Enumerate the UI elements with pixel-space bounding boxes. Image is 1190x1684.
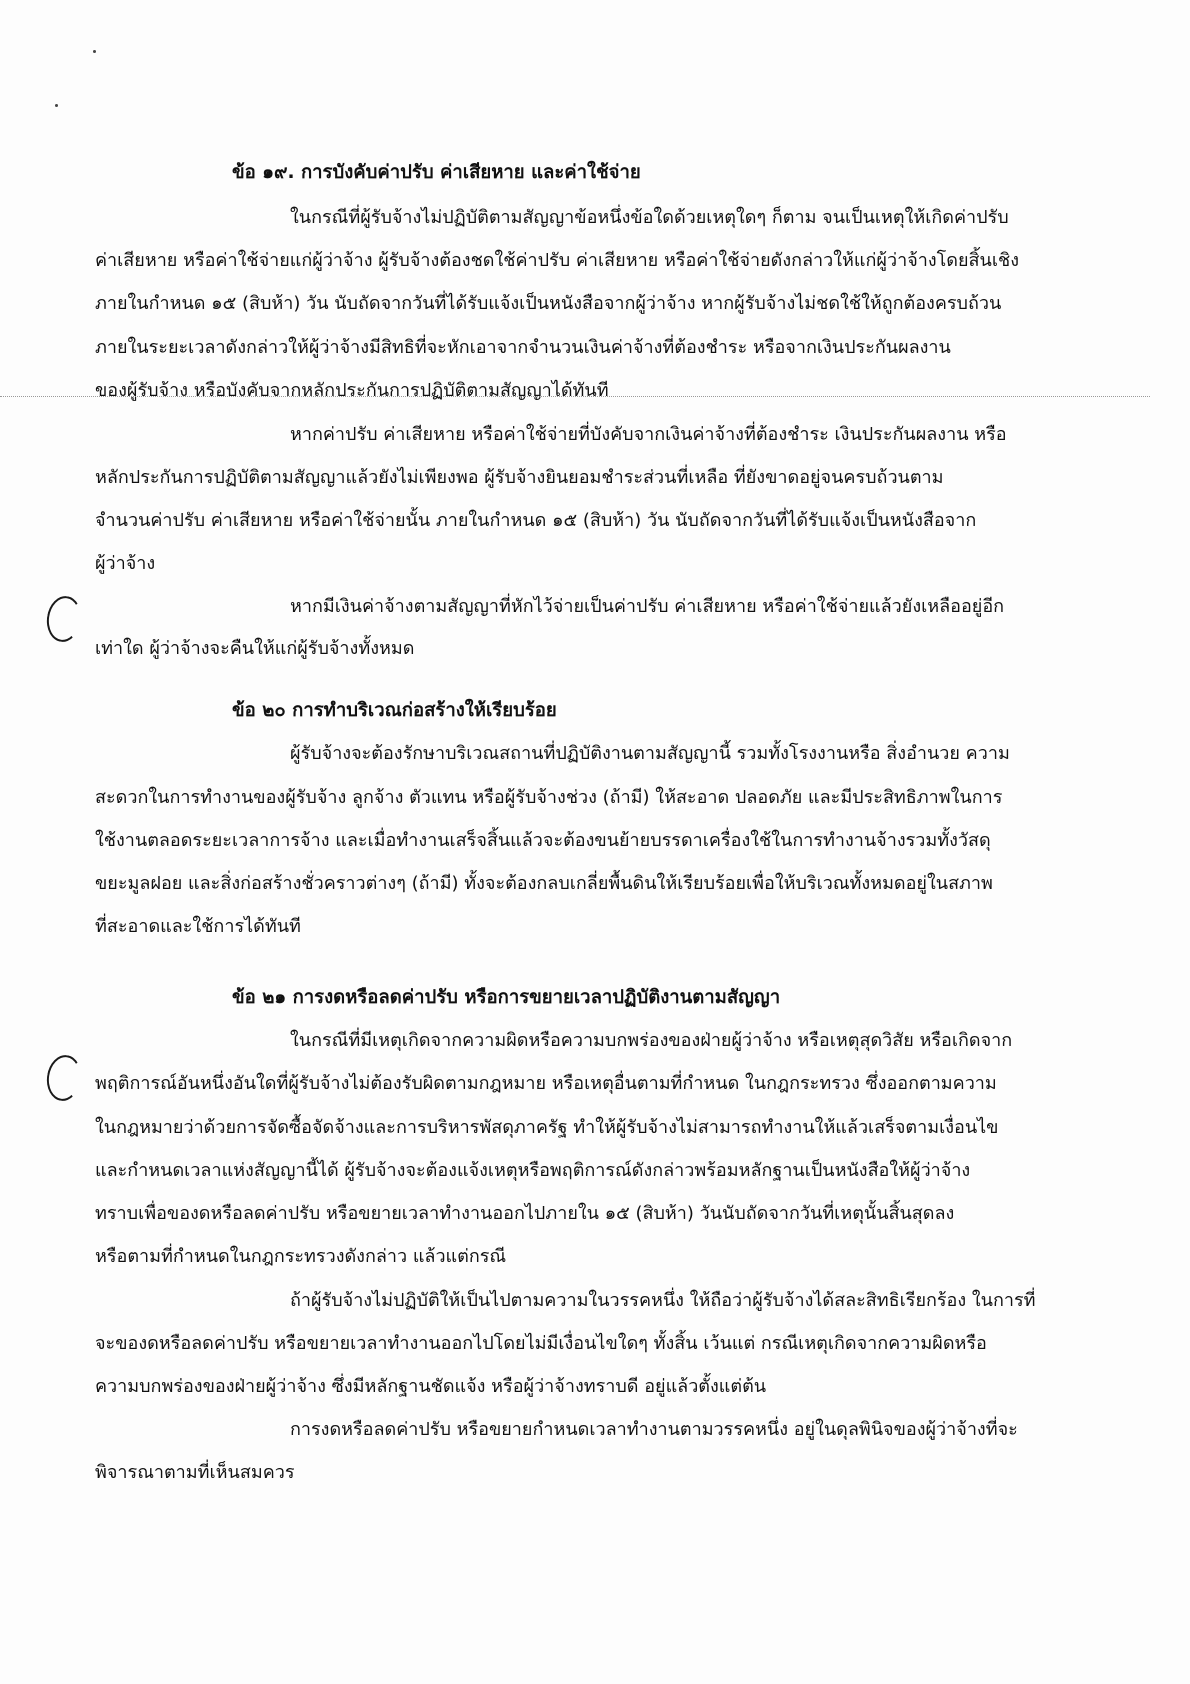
section-21-line: ความบกพร่องของฝ่ายผู้ว่าจ้าง ซึ่งมีหลักฐานชัดแจ้ง หรือผู้ว่าจ้างทราบดี อยู่แล้วตั้งแต่ต้น (95, 1376, 767, 1397)
section-21-line: และกำหนดเวลาแห่งสัญญานี้ได้ ผู้รับจ้างจะต้องแจ้งเหตุหรือพฤติการณ์ดังกล่าวพร้อมหลักฐานเป็นหนังสือให้ผู้ว่าจ้าง (95, 1160, 971, 1181)
hole-punch-mark (44, 1053, 84, 1103)
section-19-line: ในกรณีที่ผู้รับจ้างไม่ปฏิบัติตามสัญญาข้อหนึ่งข้อใดด้วยเหตุใดๆ ก็ตาม จนเป็นเหตุให้เกิดค่าปรับ (290, 207, 1009, 228)
section-21-line: พิจารณาตามที่เห็นสมควร (95, 1462, 295, 1483)
section-19-line: เท่าใด ผู้ว่าจ้างจะคืนให้แก่ผู้รับจ้างทั้งหมด (95, 638, 415, 659)
section-19-line: ของผู้รับจ้าง หรือบังคับจากหลักประกันการปฏิบัติตามสัญญาได้ทันที (95, 380, 609, 401)
section-20-line: ผู้รับจ้างจะต้องรักษาบริเวณสถานที่ปฏิบัติงานตามสัญญานี้ รวมทั้งโรงงานหรือ สิ่งอำนวย ความ (290, 743, 1010, 764)
section-19-line: หากค่าปรับ ค่าเสียหาย หรือค่าใช้จ่ายที่บังคับจากเงินค่าจ้างที่ต้องชำระ เงินประกันผลงาน หรือ (290, 424, 1007, 445)
section-19-line: ค่าเสียหาย หรือค่าใช้จ่ายแก่ผู้ว่าจ้าง ผู้รับจ้างต้องชดใช้ค่าปรับ ค่าเสียหาย หรือค่าใช้จ่ายดังกล่าวให้แก่ผู้ว่าจ้างโดยสิ้นเชิง (95, 250, 1019, 271)
section-19-line: ผู้ว่าจ้าง (95, 553, 156, 574)
section-19-line: หากมีเงินค่าจ้างตามสัญญาที่หักไว้จ่ายเป็นค่าปรับ ค่าเสียหาย หรือค่าใช้จ่ายแล้วยังเหลืออยู่อีก (290, 596, 1005, 617)
section-19-line: ภายในกำหนด ๑๕ (สิบห้า) วัน นับถัดจากวันที่ได้รับแจ้งเป็นหนังสือจากผู้ว่าจ้าง หากผู้รับจ้างไม่ชดใช้ให้ถูกต้องครบถ้วน (95, 293, 1002, 314)
section-19-line: ภายในระยะเวลาดังกล่าวให้ผู้ว่าจ้างมีสิทธิที่จะหักเอาจากจำนวนเงินค่าจ้างที่ต้องชำระ หรือจากเงินประกันผลงาน (95, 337, 951, 358)
section-20-line: ขยะมูลฝอย และสิ่งก่อสร้างชั่วคราวต่างๆ (ถ้ามี) ทั้งจะต้องกลบเกลี่ยพื้นดินให้เรียบร้อยเพื่อให้บริเวณทั้งหมดอยู่ในสภาพ (95, 873, 993, 894)
section-19-heading: ข้อ ๑๙. การบังคับค่าปรับ ค่าเสียหาย และค่าใช้จ่าย (232, 162, 641, 183)
section-21-line: ในกฎหมายว่าด้วยการจัดซื้อจัดจ้างและการบริหารพัสดุภาครัฐ ทำให้ผู้รับจ้างไม่สามารถทำงานให้แล้วเสร็จตามเงื่อนไข (95, 1117, 999, 1138)
section-21-line: ในกรณีที่มีเหตุเกิดจากความผิดหรือความบกพร่องของฝ่ายผู้ว่าจ้าง หรือเหตุสุดวิสัย หรือเกิดจาก (290, 1030, 1013, 1051)
section-21-line: ถ้าผู้รับจ้างไม่ปฏิบัติให้เป็นไปตามความในวรรคหนึ่ง ให้ถือว่าผู้รับจ้างได้สละสิทธิเรียกร้อง ในการที่ (290, 1290, 1036, 1311)
section-20-heading: ข้อ ๒๐ การทำบริเวณก่อสร้างให้เรียบร้อย (232, 700, 557, 721)
section-21-line: ทราบเพื่อของดหรือลดค่าปรับ หรือขยายเวลาทำงานออกไปภายใน ๑๕ (สิบห้า) วันนับถัดจากวันที่เหตุนั้นสิ้นสุดลง (95, 1203, 955, 1224)
section-19-line: จำนวนค่าปรับ ค่าเสียหาย หรือค่าใช้จ่ายนั้น ภายในกำหนด ๑๕ (สิบห้า) วัน นับถัดจากวันที่ได้รับแจ้งเป็นหนังสือจาก (95, 510, 977, 531)
section-21-line: การงดหรือลดค่าปรับ หรือขยายกำหนดเวลาทำงานตามวรรคหนึ่ง อยู่ในดุลพินิจของผู้ว่าจ้างที่จะ (290, 1419, 1018, 1440)
section-21-line: พฤติการณ์อันหนึ่งอันใดที่ผู้รับจ้างไม่ต้องรับผิดตามกฎหมาย หรือเหตุอื่นตามที่กำหนด ในกฎกระทรวง ซึ่งออกตามความ (95, 1073, 997, 1094)
section-21-heading: ข้อ ๒๑ การงดหรือลดค่าปรับ หรือการขยายเวลาปฏิบัติงานตามสัญญา (232, 987, 781, 1008)
section-20-line: สะดวกในการทำงานของผู้รับจ้าง ลูกจ้าง ตัวแทน หรือผู้รับจ้างช่วง (ถ้ามี) ให้สะอาด ปลอดภัย และมีประสิทธิภาพในการ (95, 787, 1003, 808)
section-20-line: ที่สะอาดและใช้การได้ทันที (95, 916, 301, 937)
section-21-line: จะของดหรือลดค่าปรับ หรือขยายเวลาทำงานออกไปโดยไม่มีเงื่อนไขใดๆ ทั้งสิ้น เว้นแต่ กรณีเหตุเกิดจากความผิดหรือ (95, 1333, 987, 1354)
scan-speck (55, 104, 58, 107)
section-19-line: หลักประกันการปฏิบัติตามสัญญาแล้วยังไม่เพียงพอ ผู้รับจ้างยินยอมชำระส่วนที่เหลือ ที่ยังขาดอยู่จนครบถ้วนตาม (95, 467, 944, 488)
section-20-line: ใช้งานตลอดระยะเวลาการจ้าง และเมื่อทำงานเสร็จสิ้นแล้วจะต้องขนย้ายบรรดาเครื่องใช้ในการทำงานจ้างรวมทั้งวัสดุ (95, 830, 991, 851)
section-21-line: หรือตามที่กำหนดในกฎกระทรวงดังกล่าว แล้วแต่กรณี (95, 1246, 507, 1267)
hole-punch-mark (44, 594, 84, 644)
scan-speck (93, 50, 96, 53)
